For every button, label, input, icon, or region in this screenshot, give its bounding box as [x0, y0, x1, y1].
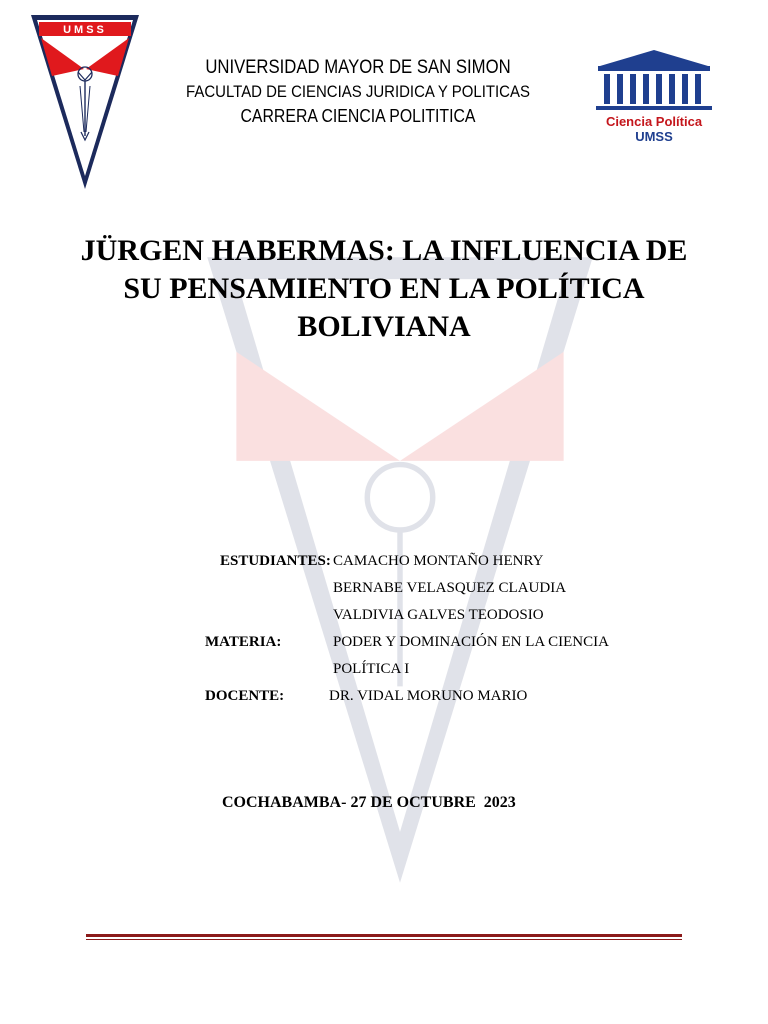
teacher-label: DOCENTE: — [205, 688, 285, 704]
footer-rule — [86, 934, 682, 937]
subject-label: MATERIA: — [205, 634, 282, 650]
student-name: CAMACHO MONTAÑO HENRY — [333, 553, 544, 569]
subject-name-line1: PODER Y DOMINACIÓN EN LA CIENCIA — [333, 634, 609, 650]
footer-rule-thin — [86, 939, 682, 940]
umss-logo — [30, 14, 140, 190]
students-label: ESTUDIANTES: — [220, 553, 331, 569]
ciencia-politica-caption — [586, 114, 722, 144]
institution-header — [150, 56, 566, 128]
university-name: UNIVERSIDAD MAYOR DE SAN SIMON — [205, 57, 511, 78]
faculty-name: FACULTAD DE CIENCIAS JURIDICA Y POLITICAS — [186, 82, 530, 101]
student-name: BERNABE VELASQUEZ CLAUDIA — [333, 580, 567, 596]
student-name: VALDIVIA GALVES TEODOSIO — [333, 607, 544, 623]
umss-logo-text: UMSS — [63, 24, 107, 36]
teacher-name: DR. VIDAL MORUNO MARIO — [329, 688, 528, 704]
subject-name-line2: POLÍTICA I — [333, 661, 410, 677]
document-title: JÜRGEN HABERMAS: LA INFLUENCIA DE SU PENSAMIENTO EN LA POLÍTICA BOLIVIANA — [80, 234, 688, 343]
place-date: COCHABAMBA- 27 DE OCTUBRE 2023 — [222, 794, 516, 811]
ciencia-politica-umss-label: UMSS — [635, 129, 673, 144]
career-name: CARRERA CIENCIA POLITITICA — [240, 106, 476, 126]
ciencia-politica-label: Ciencia Política — [605, 114, 703, 129]
